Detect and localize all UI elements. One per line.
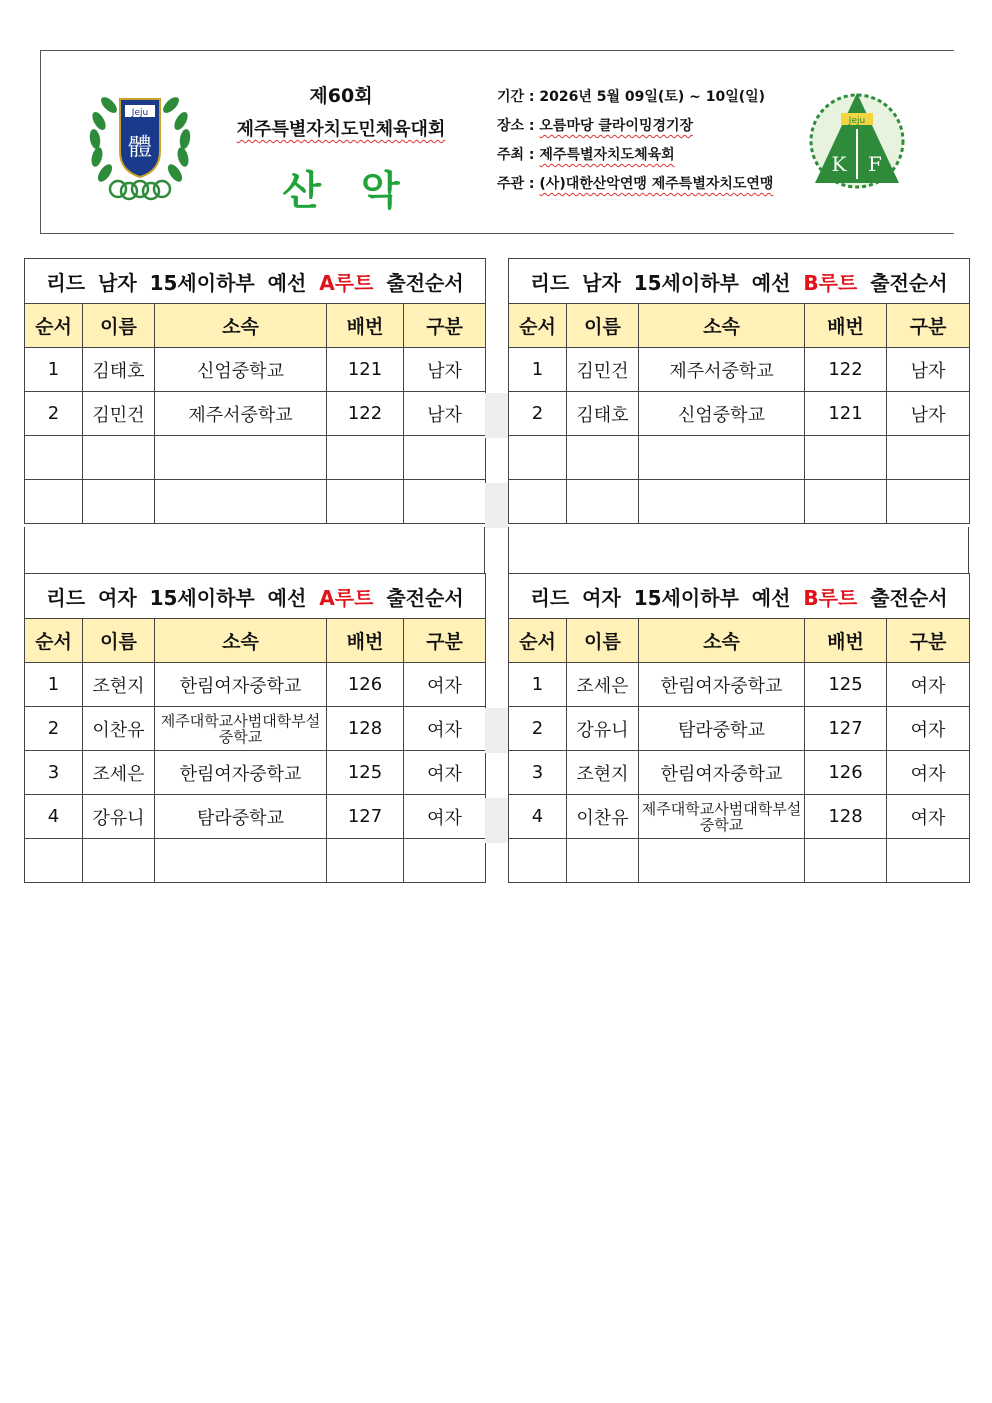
spacer-right bbox=[508, 527, 969, 574]
table-row bbox=[25, 436, 486, 480]
title-text: 리드 남자 15세이하부 예선 bbox=[530, 270, 804, 295]
table-title bbox=[25, 259, 486, 304]
table-cell: 127 bbox=[327, 795, 404, 839]
table-cell: 탐라중학교 bbox=[155, 795, 327, 839]
table-cell: 여자 bbox=[404, 663, 486, 707]
route-label: A루트 bbox=[319, 585, 374, 610]
table-cell bbox=[567, 839, 639, 883]
table-row bbox=[25, 348, 486, 392]
info-organizer: 주관 : (사)대한산악연맹 제주특별자치도연맹 bbox=[497, 176, 774, 192]
table-cell: 배번 bbox=[805, 619, 887, 663]
shade-strip bbox=[485, 708, 508, 753]
title-text: 출전순서 bbox=[857, 270, 948, 295]
table-cell bbox=[327, 480, 404, 524]
table-cell: 탐라중학교 bbox=[639, 707, 805, 751]
table-cell: 한림여자중학교 bbox=[639, 751, 805, 795]
table-cell: 122 bbox=[805, 348, 887, 392]
table-row bbox=[25, 480, 486, 524]
event-title: 제주특별자치도민체육대회 bbox=[236, 119, 446, 140]
table-cell: 여자 bbox=[404, 751, 486, 795]
table-cell: 배번 bbox=[327, 304, 404, 348]
table-cell: 127 bbox=[805, 707, 887, 751]
table-cell: 이름 bbox=[567, 304, 639, 348]
table-cell: 제주서중학교 bbox=[639, 348, 805, 392]
table-cell: 이름 bbox=[83, 619, 155, 663]
table-cell: 소속 bbox=[639, 619, 805, 663]
table-cell bbox=[327, 839, 404, 883]
title-text: 출전순서 bbox=[857, 585, 948, 610]
table-row bbox=[25, 707, 486, 751]
table-cell: 한림여자중학교 bbox=[155, 663, 327, 707]
table-header-row bbox=[25, 304, 486, 348]
table-cell: 이름 bbox=[567, 619, 639, 663]
table-cell: 126 bbox=[805, 751, 887, 795]
table-cell bbox=[887, 436, 970, 480]
table-cell: 여자 bbox=[887, 663, 970, 707]
svg-text:體: 體 bbox=[128, 133, 152, 161]
table-row bbox=[509, 392, 970, 436]
table-cell: 2 bbox=[25, 392, 83, 436]
table-cell: 1 bbox=[509, 663, 567, 707]
event-header bbox=[40, 50, 954, 234]
table-cell: 배번 bbox=[327, 619, 404, 663]
table-cell: 순서 bbox=[509, 304, 567, 348]
table-cell: 남자 bbox=[887, 392, 970, 436]
table-cell: 강유니 bbox=[567, 707, 639, 751]
table-cell: 122 bbox=[327, 392, 404, 436]
table-cell: 한림여자중학교 bbox=[155, 751, 327, 795]
table-cell: 구분 bbox=[887, 619, 970, 663]
table-row bbox=[25, 392, 486, 436]
table-cell: 구분 bbox=[887, 304, 970, 348]
svg-text:Jeju: Jeju bbox=[848, 116, 866, 126]
table-cell bbox=[639, 436, 805, 480]
jeju-sports-emblem-icon bbox=[85, 81, 195, 201]
table-cell: 구분 bbox=[404, 304, 486, 348]
table-row bbox=[25, 663, 486, 707]
table-cell bbox=[25, 436, 83, 480]
table-cell: 128 bbox=[805, 795, 887, 839]
table-header-row bbox=[509, 619, 970, 663]
title-text: 출전순서 bbox=[373, 270, 464, 295]
table-cell: 128 bbox=[327, 707, 404, 751]
table-row bbox=[25, 839, 486, 883]
table-cell: 강유니 bbox=[83, 795, 155, 839]
table-cell bbox=[639, 839, 805, 883]
table-header-row bbox=[25, 619, 486, 663]
table-cell: 소속 bbox=[155, 619, 327, 663]
table-cell: 1 bbox=[25, 348, 83, 392]
table-cell bbox=[404, 480, 486, 524]
table-cell: 2 bbox=[509, 392, 567, 436]
spacer-left bbox=[24, 527, 485, 574]
sport-title: 산악 bbox=[282, 168, 440, 214]
table-cell: 조세은 bbox=[83, 751, 155, 795]
table-title bbox=[25, 574, 486, 619]
table-cell bbox=[567, 480, 639, 524]
title-text: 리드 남자 15세이하부 예선 bbox=[46, 270, 320, 295]
table-cell: 제주대학교사범대학부설중학교 bbox=[639, 795, 805, 839]
svg-text:Jeju: Jeju bbox=[131, 108, 149, 118]
table-row bbox=[509, 839, 970, 883]
shade-strip bbox=[485, 393, 508, 438]
table-cell: 125 bbox=[805, 663, 887, 707]
table-cell bbox=[805, 839, 887, 883]
table-cell bbox=[83, 436, 155, 480]
table-cell: 이름 bbox=[83, 304, 155, 348]
table-cell: 조현지 bbox=[83, 663, 155, 707]
table-cell: 3 bbox=[509, 751, 567, 795]
info-venue: 장소 : 오름마당 클라이밍경기장 bbox=[497, 118, 694, 134]
table-cell bbox=[639, 480, 805, 524]
table-cell bbox=[327, 436, 404, 480]
title-text: 리드 여자 15세이하부 예선 bbox=[46, 585, 320, 610]
table-cell: 소속 bbox=[155, 304, 327, 348]
table-cell: 125 bbox=[327, 751, 404, 795]
table-cell: 조세은 bbox=[567, 663, 639, 707]
table-cell: 여자 bbox=[887, 707, 970, 751]
table-cell: 남자 bbox=[404, 392, 486, 436]
route-label: B루트 bbox=[803, 585, 858, 610]
table-cell bbox=[509, 480, 567, 524]
table-women-a-route bbox=[24, 573, 486, 883]
table-row bbox=[25, 751, 486, 795]
table-row bbox=[509, 348, 970, 392]
table-cell: 제주대학교사범대학부설중학교 bbox=[155, 707, 327, 751]
title-text: 리드 여자 15세이하부 예선 bbox=[530, 585, 804, 610]
table-row bbox=[509, 795, 970, 839]
table-cell: 1 bbox=[25, 663, 83, 707]
table-cell: 이찬유 bbox=[83, 707, 155, 751]
table-cell: 순서 bbox=[25, 619, 83, 663]
table-row bbox=[509, 436, 970, 480]
table-cell: 1 bbox=[509, 348, 567, 392]
table-cell bbox=[887, 839, 970, 883]
table-men-b-route bbox=[508, 258, 970, 524]
table-cell: 4 bbox=[509, 795, 567, 839]
route-label: A루트 bbox=[319, 270, 374, 295]
table-row bbox=[25, 795, 486, 839]
table-cell bbox=[404, 436, 486, 480]
table-cell: 여자 bbox=[404, 795, 486, 839]
table-cell: 구분 bbox=[404, 619, 486, 663]
table-cell: 4 bbox=[25, 795, 83, 839]
table-header-row bbox=[509, 304, 970, 348]
table-row bbox=[509, 480, 970, 524]
table-cell bbox=[83, 480, 155, 524]
table-cell: 신엄중학교 bbox=[155, 348, 327, 392]
table-title bbox=[509, 574, 970, 619]
info-host: 주최 : 제주특별자치도체육회 bbox=[497, 147, 675, 163]
table-cell bbox=[404, 839, 486, 883]
table-cell: 순서 bbox=[25, 304, 83, 348]
table-cell: 신엄중학교 bbox=[639, 392, 805, 436]
table-cell: 여자 bbox=[887, 751, 970, 795]
table-cell: 2 bbox=[25, 707, 83, 751]
table-cell bbox=[805, 436, 887, 480]
table-title bbox=[509, 259, 970, 304]
table-cell: 제주서중학교 bbox=[155, 392, 327, 436]
table-cell bbox=[887, 480, 970, 524]
table-cell bbox=[805, 480, 887, 524]
route-label: B루트 bbox=[803, 270, 858, 295]
table-cell bbox=[155, 839, 327, 883]
table-cell: 김태호 bbox=[83, 348, 155, 392]
svg-text:F: F bbox=[868, 152, 882, 176]
table-cell: 배번 bbox=[805, 304, 887, 348]
table-cell: 여자 bbox=[887, 795, 970, 839]
table-row bbox=[509, 751, 970, 795]
table-cell: 이찬유 bbox=[567, 795, 639, 839]
table-cell bbox=[25, 839, 83, 883]
table-men-a-route bbox=[24, 258, 486, 524]
table-cell: 121 bbox=[805, 392, 887, 436]
table-cell: 김태호 bbox=[567, 392, 639, 436]
table-cell bbox=[155, 436, 327, 480]
shade-strip bbox=[485, 798, 508, 843]
table-cell: 2 bbox=[509, 707, 567, 751]
table-cell bbox=[509, 436, 567, 480]
table-cell bbox=[155, 480, 327, 524]
event-edition: 제60회 bbox=[309, 85, 373, 107]
table-cell: 김민건 bbox=[83, 392, 155, 436]
table-cell: 한림여자중학교 bbox=[639, 663, 805, 707]
table-cell: 남자 bbox=[887, 348, 970, 392]
table-cell: 소속 bbox=[639, 304, 805, 348]
table-cell: 남자 bbox=[404, 348, 486, 392]
table-row bbox=[509, 663, 970, 707]
event-info bbox=[497, 87, 773, 203]
table-women-b-route bbox=[508, 573, 970, 883]
table-cell bbox=[25, 480, 83, 524]
table-cell bbox=[567, 436, 639, 480]
table-cell: 121 bbox=[327, 348, 404, 392]
table-cell: 순서 bbox=[509, 619, 567, 663]
table-cell: 3 bbox=[25, 751, 83, 795]
svg-text:K: K bbox=[831, 152, 847, 176]
table-cell bbox=[83, 839, 155, 883]
title-text: 출전순서 bbox=[373, 585, 464, 610]
table-cell: 김민건 bbox=[567, 348, 639, 392]
table-cell: 여자 bbox=[404, 707, 486, 751]
table-cell: 126 bbox=[327, 663, 404, 707]
table-cell bbox=[509, 839, 567, 883]
table-cell: 조현지 bbox=[567, 751, 639, 795]
shade-strip bbox=[485, 483, 508, 528]
info-period: 기간 : 2026년 5월 09일(토) ~ 10일(일) bbox=[497, 89, 766, 105]
mountaineering-federation-logo-icon bbox=[805, 79, 909, 199]
table-row bbox=[509, 707, 970, 751]
